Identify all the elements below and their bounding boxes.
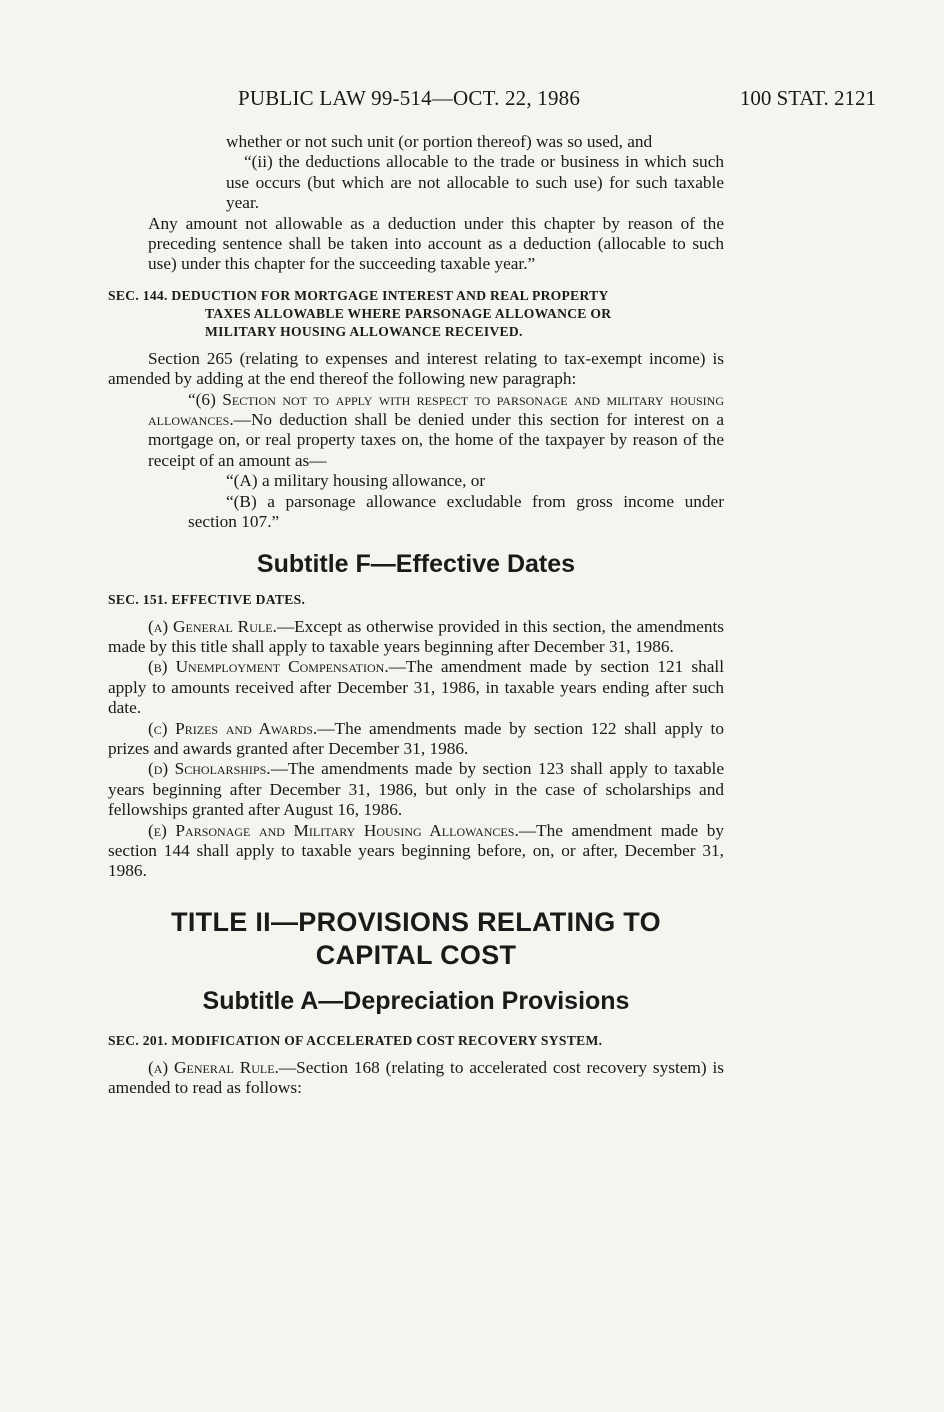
item-b: “(B) a parsonage allowance excludable from gross income under section 107.”: [188, 491, 724, 532]
sec-151-a-text: —Except as otherwise provided in this section, the amendments made by this title shall apply to taxable years beginning after December 31, 1986.: [108, 616, 724, 656]
sec-201-a: [108, 1058, 724, 1099]
clause-ii: “(ii) the deductions allocable to the trade or business in which such use occurs (but which are not allocable to such use) for such taxable year.: [226, 152, 724, 213]
sec-201-a-caption: (a) General Rule.: [148, 1057, 279, 1077]
flush-paragraph: Any amount not allowable as a deduction under this chapter by reason of the preceding sentence shall be taken into account as a deduction (allocable to such use) under this chapter for the succeeding taxable year.”: [148, 213, 724, 274]
sec-201-a-text: —Section 168 (relating to accelerated cost recovery system) is amended to read as follows:: [108, 1057, 724, 1098]
sec-144-intro: Section 265 (relating to expenses and interest relating to tax-exempt income) is amended by adding at the end thereof the following new paragraph:: [108, 348, 724, 389]
sec-151-d-text: —The amendments made by section 123 shall apply to taxable years beginning after December 31, 1986, but only in the case of scholarships and fellowships granted after August 16, 1986.: [108, 759, 724, 820]
sec-201-heading: SEC. 201. MODIFICATION OF ACCELERATED COST RECOVERY SYSTEM.: [108, 1032, 603, 1048]
para-6-text: —No deduction shall be denied under this section for interest on a mortgage on, or real property taxes on, the home of the taxpayer by reason of the receipt of an amount as—: [148, 410, 724, 470]
subtitle-a: Subtitle A—Depreciation Provisions: [202, 986, 630, 1015]
sec-144-para-6: [148, 390, 724, 472]
title-ii-line1: TITLE II—PROVISIONS RELATING TO: [171, 906, 661, 937]
sec-144-heading-line2: TAXES ALLOWABLE WHERE PARSONAGE ALLOWANCE OR: [205, 305, 612, 321]
sec-151-c-caption: (c) Prizes and Awards.: [148, 718, 318, 738]
sec-151-c: [108, 719, 724, 760]
sec-151-d: [108, 759, 724, 820]
para-6-caption: “(6) Section not to apply with respect to parsonage and military housing allowances.: [148, 389, 724, 430]
sec-144-heading-line1: SEC. 144. DEDUCTION FOR MORTGAGE INTEREST AND REAL PROPERTY: [108, 287, 609, 303]
sec-151-d-caption: (d) Scholarships.: [148, 759, 271, 779]
sec-151-e: [108, 821, 724, 882]
item-a: “(A) a military housing allowance, or: [226, 471, 486, 491]
title-ii-line2: CAPITAL COST: [315, 939, 517, 970]
page-header: [0, 86, 944, 116]
sec-151-a-caption: (a) General Rule.: [148, 616, 277, 636]
sec-151-b: [108, 657, 724, 718]
stat-citation: 100 STAT. 2121: [739, 86, 876, 110]
sec-151-e-caption: (e) Parsonage and Military Housing Allowances.: [148, 820, 519, 840]
sec-151-e-text: —The amendment made by section 144 shall apply to taxable years beginning before, on, or after, December 31, 1986.: [108, 820, 724, 881]
body-text: [108, 132, 724, 1099]
sec-151-c-text: —The amendments made by section 122 shall apply to prizes and awards granted after December 31, 1986.: [108, 718, 724, 758]
running-head: PUBLIC LAW 99-514—OCT. 22, 1986: [238, 86, 581, 110]
sec-151-heading: SEC. 151. EFFECTIVE DATES.: [108, 591, 306, 607]
sec-151-b-caption: (b) Unemployment Compensation.: [148, 657, 389, 677]
carryover-line: whether or not such unit (or portion thereof) was so used, and: [226, 132, 653, 151]
sec-144-heading-line3: MILITARY HOUSING ALLOWANCE RECEIVED.: [205, 323, 523, 339]
sec-151-a: [108, 617, 724, 658]
subtitle-f: Subtitle F—Effective Dates: [256, 549, 576, 578]
sec-151-b-text: —The amendment made by section 121 shall apply to amounts received after December 31, 1986, in taxable years ending after such date.: [108, 657, 724, 718]
